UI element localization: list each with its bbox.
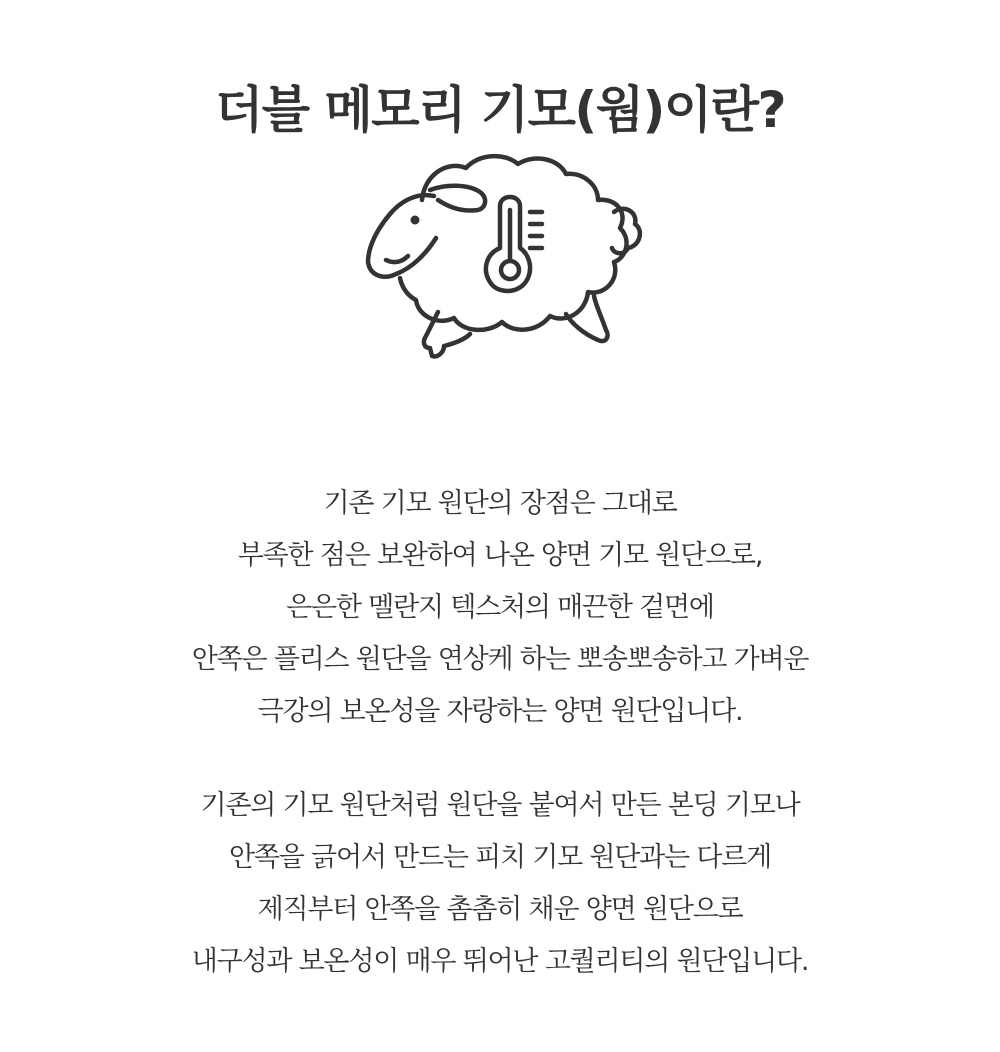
description-line: 극강의 보온성을 자랑하는 양면 원단입니다. [257, 696, 743, 727]
description-paragraph-2 [0, 780, 1000, 988]
sheep-with-thermometer-icon [360, 150, 645, 365]
page-title: 더블 메모리 기모(웜)이란? [214, 80, 786, 139]
thermometer-bulb [501, 261, 519, 279]
description-line: 기존 기모 원단의 장점은 그대로 [323, 488, 677, 519]
sheep-eye [411, 216, 420, 225]
sheep-ear [430, 186, 485, 211]
description-line: 은은한 멜란지 텍스처의 매끈한 겉면에 [286, 592, 714, 623]
description-line: 안쪽을 긁어서 만드는 피치 기모 원단과는 다르게 [229, 842, 771, 873]
sheep-mouth [386, 256, 408, 262]
sheep-thermometer-illustration [360, 150, 645, 365]
description-line: 부족한 점은 보완하여 나온 양면 기모 원단으로, [237, 540, 763, 571]
description-line: 내구성과 보온성이 매우 뛰어난 고퀄리티의 원단입니다. [191, 946, 809, 977]
sheep-head [368, 195, 436, 277]
description-line: 기존의 기모 원단처럼 원단을 붙여서 만든 본딩 기모나 [200, 790, 800, 821]
description-line: 제직부터 안쪽을 촘촘히 채운 양면 원단으로 [257, 894, 743, 925]
description-line: 안쪽은 플리스 원단을 연상케 하는 뽀송뽀송하고 가벼운 [191, 644, 809, 675]
description-paragraph-1 [0, 478, 1000, 738]
